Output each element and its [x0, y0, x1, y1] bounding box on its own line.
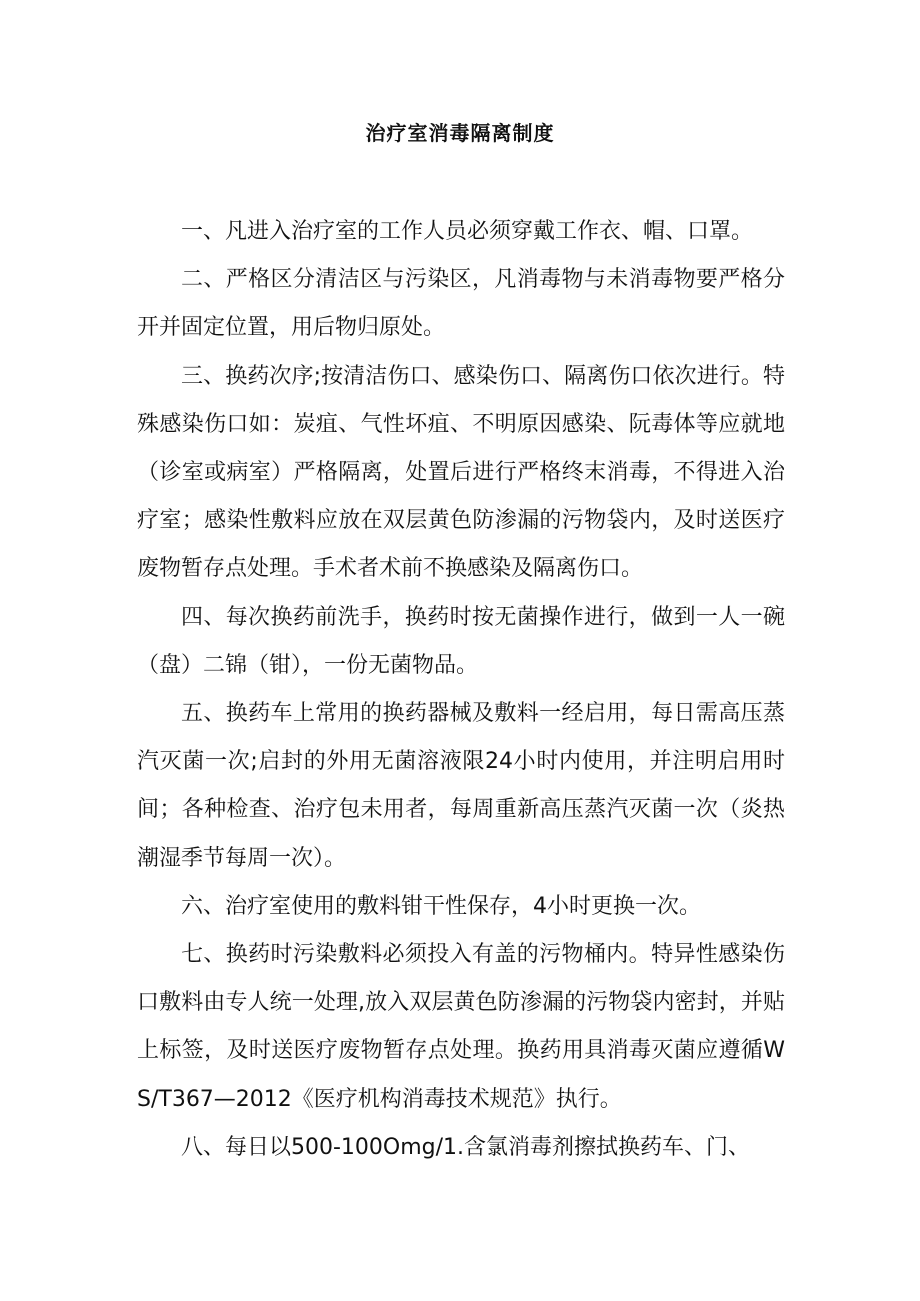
paragraph-7: 七、换药时污染敷料必须投入有盖的污物桶内。特异性感染伤口敷料由专人统一处理,放入双层黄色防渗漏的污物袋内密封，并贴上标签，及时送医疗废物暂存点处理。换药用具消毒灭菌应遵循WS/T367—2012《医疗机构消毒技术规范》执行。	[137, 942, 785, 1112]
paragraph-3: 三、换药次序;按清洁伤口、感染伤口、隔离伤口依次进行。特殊感染伤口如：炭疽、气性坏疽、不明原因感染、阮毒体等应就地（诊室或病室）严格隔离，处置后进行严格终末消毒，不得进入治疗室；感染性敷料应放在双层黄色防渗漏的污物袋内，及时送医疗废物暂存点处理。手术者术前不换感染及隔离伤口。	[137, 363, 785, 582]
paragraph-6: 六、治疗室使用的敷料钳干性保存，4小时更换一次。	[181, 893, 701, 919]
paragraph-1: 一、凡进入治疗室的工作人员必须穿戴工作衣、帽、口罩。	[181, 219, 754, 244]
paragraph-2: 二、严格区分清洁区与污染区，凡消毒物与未消毒物要严格分开并固定位置，用后物归原处。	[137, 267, 785, 341]
paragraph-4: 四、每次换药前洗手，换药时按无菌操作进行，做到一人一碗（盘）二锦（钳），一份无菌物品。	[137, 604, 785, 678]
paragraph-5: 五、换药车上常用的换药器械及敷料一经启用，每日需高压蒸汽灭菌一次;启封的外用无菌溶液限24小时内使用，并注明启用时间；各种检查、治疗包未用者，每周重新高压蒸汽灭菌一次（炎热潮湿季节每周一次）。	[137, 701, 785, 871]
document-title: 治疗室消毒隔离制度	[365, 121, 555, 145]
document-body	[137, 208, 785, 1172]
paragraph-8: 八、每日以500-100Omg/1.含氯消毒剂擦拭换药车、门、	[181, 1134, 751, 1160]
